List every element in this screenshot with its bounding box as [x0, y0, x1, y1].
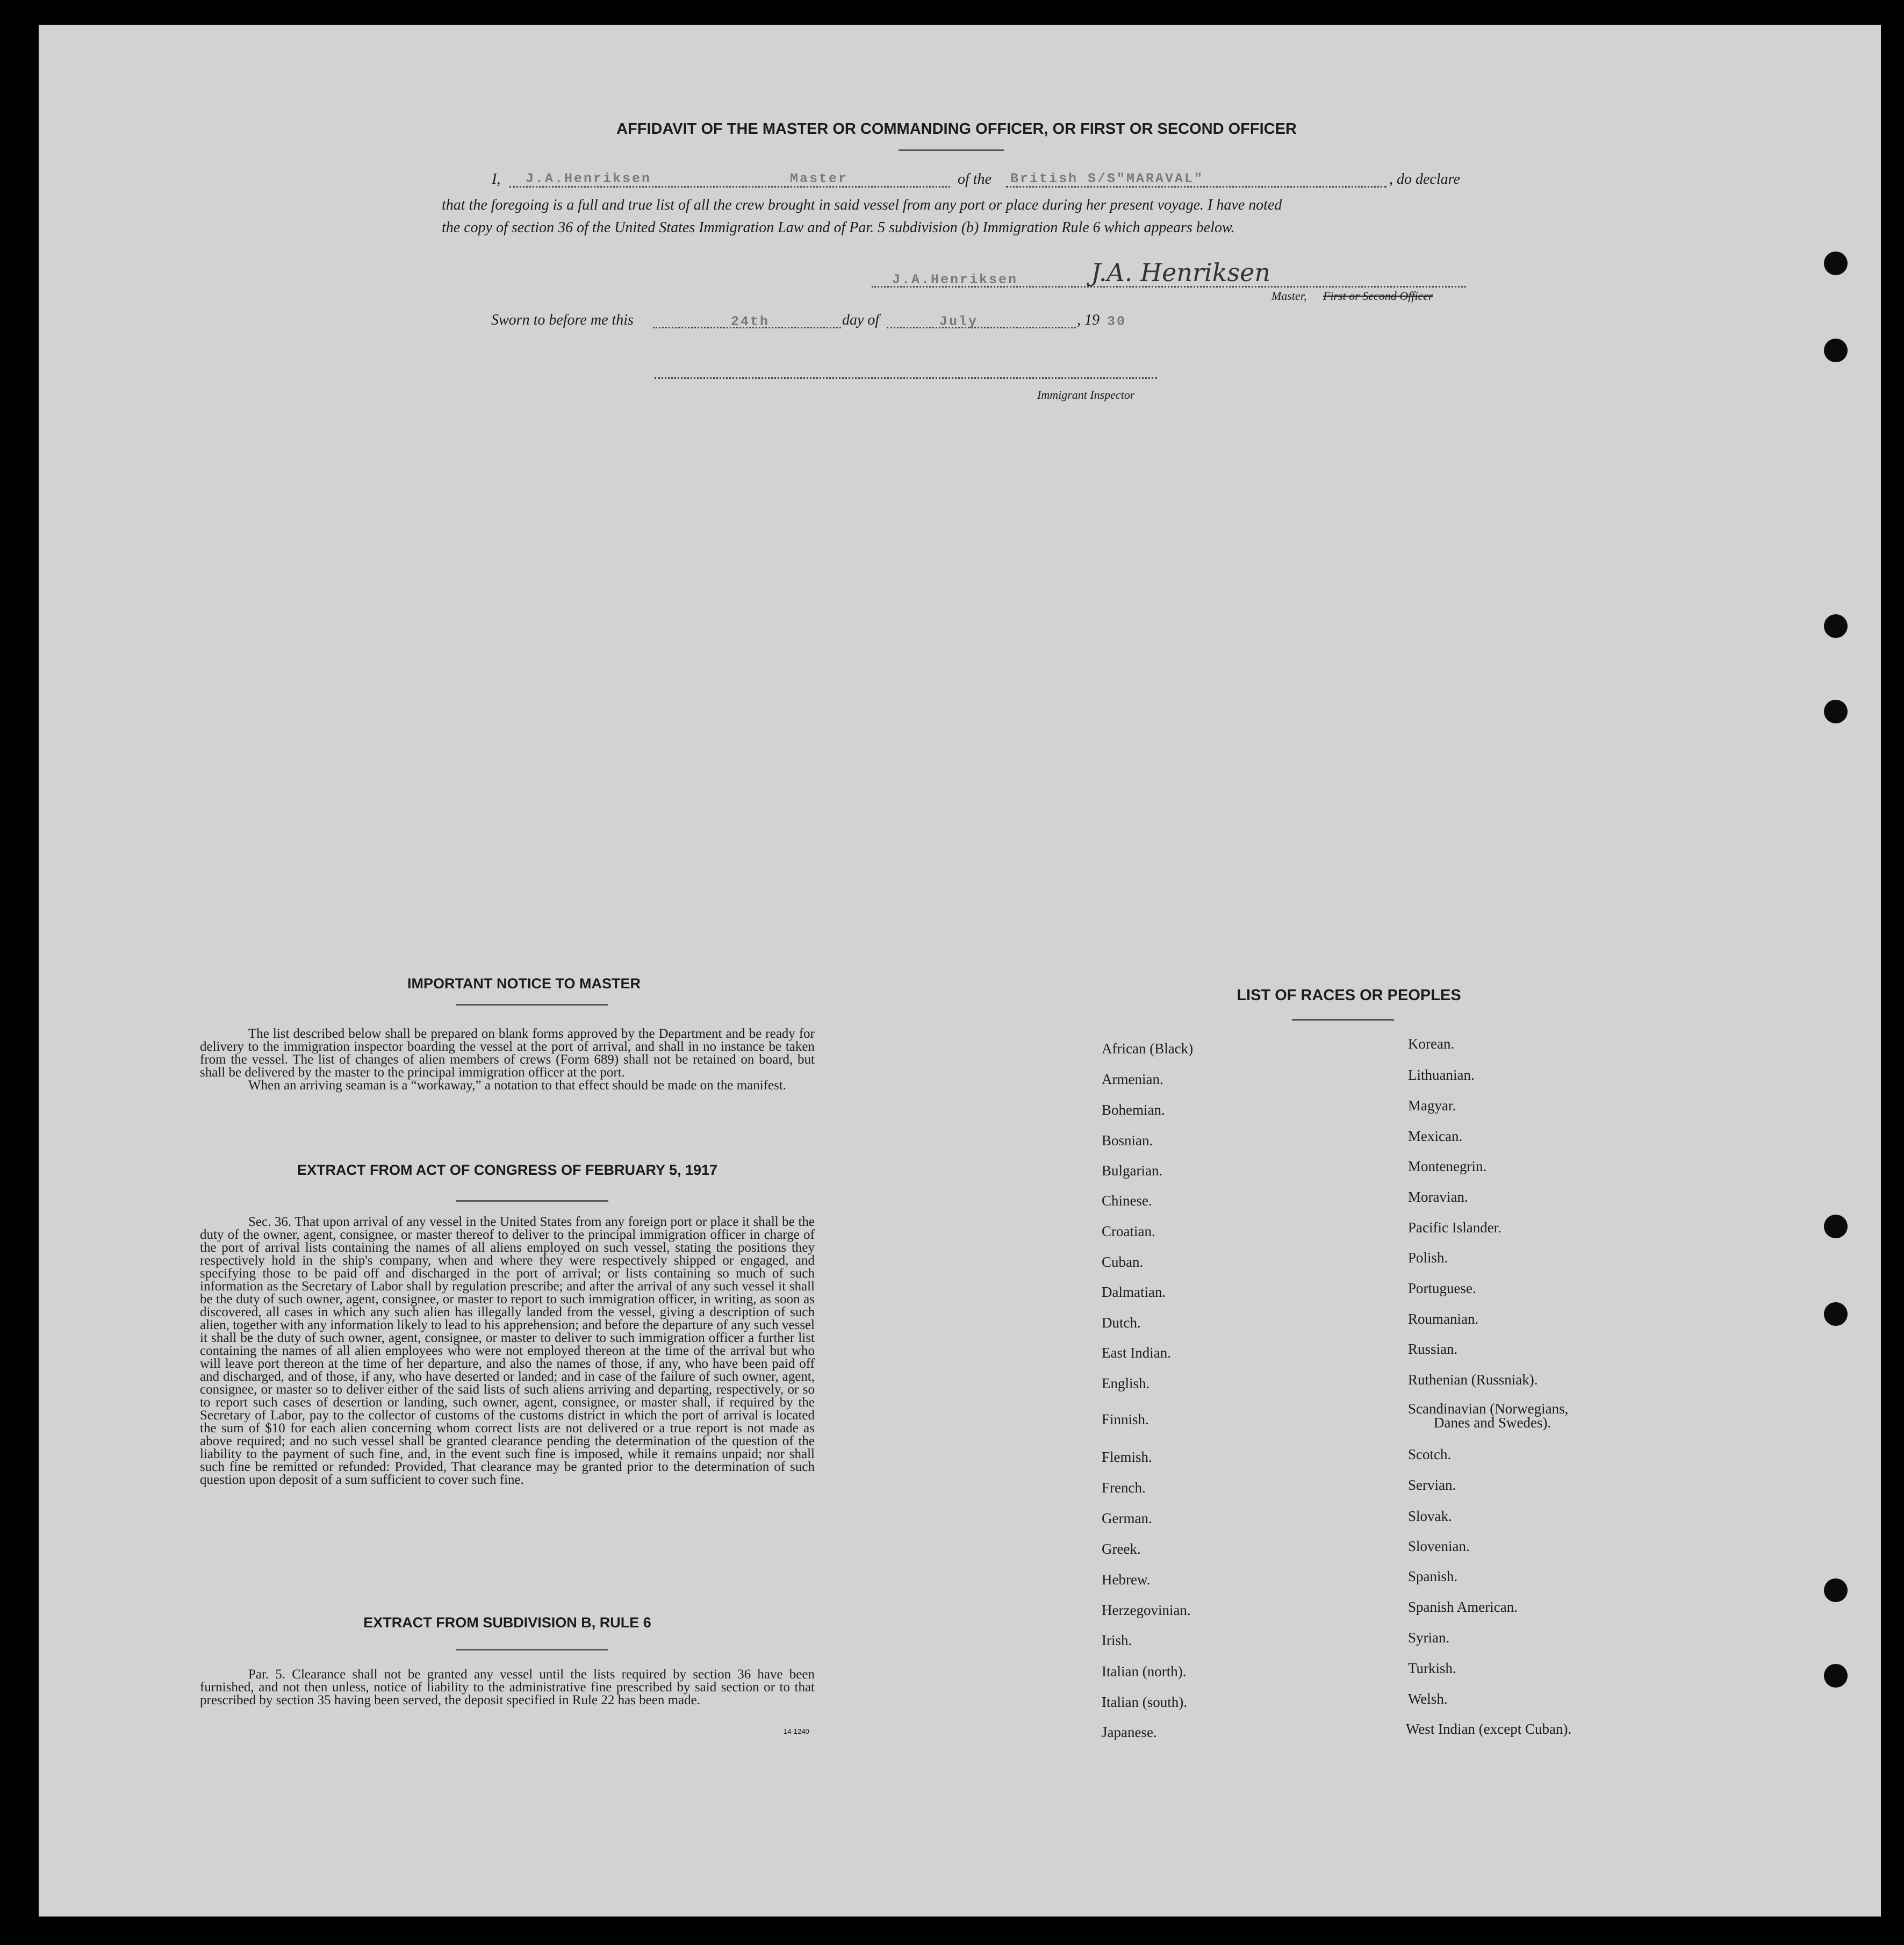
- do-declare-label: , do declare: [1389, 171, 1460, 188]
- punch-hole: [1824, 700, 1848, 723]
- race-item: English.: [1102, 1375, 1150, 1391]
- race-item: Slovak.: [1408, 1508, 1452, 1524]
- race-item: Welsh.: [1408, 1691, 1448, 1707]
- of-the-label: of the: [958, 171, 991, 188]
- race-item: Dalmatian.: [1102, 1284, 1166, 1300]
- race-item: Japanese.: [1102, 1724, 1157, 1740]
- race-item: Polish.: [1408, 1250, 1448, 1266]
- race-item: Bulgarian.: [1102, 1162, 1163, 1179]
- year-label: , 19: [1077, 312, 1100, 328]
- race-item: African (Black): [1102, 1040, 1194, 1057]
- race-item: Armenian.: [1102, 1071, 1163, 1087]
- act-title: EXTRACT FROM ACT OF CONGRESS OF FEBRUARY 5, 1917: [297, 1162, 718, 1178]
- race-item: Dutch.: [1102, 1315, 1141, 1331]
- rule-body: [200, 1668, 815, 1707]
- form-number: 14-1240: [784, 1727, 809, 1735]
- race-item: Finnish.: [1102, 1411, 1149, 1427]
- race-item: Chinese.: [1102, 1193, 1152, 1209]
- race-item: German.: [1102, 1510, 1152, 1526]
- race-item: Spanish.: [1408, 1568, 1458, 1584]
- struck-officer-label: First or Second Officer: [1323, 289, 1433, 303]
- race-item: Scandinavian (Norwegians,: [1408, 1401, 1569, 1417]
- race-item: Croatian.: [1102, 1223, 1155, 1239]
- notice-title: IMPORTANT NOTICE TO MASTER: [407, 975, 641, 992]
- rule-text: Par. 5. Clearance shall not be granted any vessel until the lists required by section 36 have been furnished, and not then unless, notice of liability to the administrative fine prescribed by said section or to that prescribed by section 35 having been served, the deposit specified in Rule 22 has been made.: [200, 1667, 815, 1707]
- race-item: Moravian.: [1408, 1189, 1468, 1205]
- race-item: Roumanian.: [1408, 1311, 1479, 1327]
- title-rule: [899, 149, 1004, 151]
- race-item: Montenegrin.: [1408, 1158, 1487, 1174]
- handwritten-signature: J.A. Henriksen: [1091, 258, 1270, 287]
- punch-hole: [1824, 1302, 1848, 1326]
- race-item: Russian.: [1408, 1341, 1458, 1357]
- sworn-label: Sworn to before me this: [491, 312, 634, 328]
- race-item: West Indian (except Cuban).: [1406, 1721, 1572, 1737]
- typed-month: July: [939, 314, 979, 329]
- race-item: Greek.: [1102, 1541, 1141, 1557]
- race-item: Slovenian.: [1408, 1538, 1470, 1554]
- race-item: Ruthenian (Russniak).: [1408, 1372, 1538, 1388]
- race-item: Portuguese.: [1408, 1280, 1476, 1296]
- notice-rule: [456, 1004, 608, 1006]
- race-item: Magyar.: [1408, 1097, 1456, 1114]
- typed-year: 30: [1107, 314, 1127, 329]
- act-text: Sec. 36. That upon arrival of any vessel in the United States from any foreign port or place it shall be the duty of the owner, agent, consignee, or master thereof to deliver to the principal immigration officer in charge of the port of arrival lists containing the names of all aliens employed on such vessel, stating the positions they respectively hold in the ship's company, when and where they were respectively shipped or engaged, and specifying those to be paid off and discharged in the port of arrival; or lists containing so much of such information as the Secretary of Labor shall by regulation prescribe; and after the arrival of any such vessel it shall be the duty of such owner, agent, consignee, or master to report to such immigration officer, in writing, as soon as discovered, all cases in which any such alien has illegally landed from the vessel, giving a description of such alien, together with any information likely to lead to his apprehension; and before the departure of any such vessel it shall be the duty of such owner, agent, consignee, or master to deliver to such immigration officer a further list containing the names of all alien employees who were not employed thereon at the time of the arrival but who will leave port thereon at the time of her departure, and also the names of those, if any, who have been paid off and discharged, and of those, if any, who have deserted or landed; and in case of the failure of such owner, agent, consignee, or master so to deliver either of the said lists of such aliens arriving and departing, respectively, or so to report such cases of desertion or landing, such owner, agent, consignee, or master shall, if required by the Secretary of Labor, pay to the collector of customs of the customs district in which the port of arrival is located the sum of $10 for each alien concerning whom correct lists are not delivered or a true report is not made as above required; and no such vessel shall be granted clearance pending the determination of the question of the liability to the payment of such fine, and, in the event such fine is imposed, while it remains unpaid; nor shall such fine be remitted or refunded: Provided, That clearance may be granted prior to the determination of such question upon deposit of a sum sufficient to cover such fine.: [200, 1215, 815, 1487]
- race-item: Danes and Swedes).: [1434, 1415, 1551, 1431]
- typed-vessel: British S/S"MARAVAL": [1010, 171, 1204, 186]
- race-item: Spanish American.: [1408, 1599, 1518, 1615]
- punch-hole: [1824, 1578, 1848, 1602]
- document-page: [39, 25, 1881, 1917]
- race-item: Mexican.: [1408, 1128, 1463, 1144]
- race-item: Bosnian.: [1102, 1132, 1153, 1149]
- race-item: Syrian.: [1408, 1630, 1450, 1646]
- race-item: Hebrew.: [1102, 1571, 1151, 1588]
- race-item: Lithuanian.: [1408, 1067, 1475, 1083]
- act-body: [200, 1216, 815, 1487]
- race-item: Bohemian.: [1102, 1102, 1165, 1118]
- race-item: Italian (north).: [1102, 1663, 1187, 1680]
- race-item: Scotch.: [1408, 1446, 1452, 1462]
- act-rule: [456, 1200, 608, 1202]
- punch-hole: [1824, 1664, 1848, 1688]
- master-label: Master,: [1271, 289, 1307, 303]
- race-item: Flemish.: [1102, 1449, 1152, 1465]
- race-item: East Indian.: [1102, 1345, 1171, 1361]
- typed-name: J.A.Henriksen: [526, 171, 652, 186]
- rule-title: EXTRACT FROM SUBDIVISION B, RULE 6: [363, 1614, 651, 1631]
- declaration-line-3: the copy of section 36 of the United States Immigration Law and of Par. 5 subdivision (b) Immigration Rule 6 which appears below.: [442, 219, 1235, 236]
- month-line: [887, 327, 1076, 328]
- inspector-label: Immigrant Inspector: [1037, 388, 1135, 401]
- notice-body: [200, 1028, 815, 1092]
- race-item: Korean.: [1408, 1036, 1455, 1052]
- punch-hole: [1824, 252, 1848, 275]
- inspector-line: [655, 377, 1157, 379]
- notice-paragraph-2: When an arriving seaman is a “workaway,” a notation to that effect should be made on the manifest.: [248, 1078, 787, 1093]
- notice-paragraph-1: The list described below shall be prepared on blank forms approved by the Department and be ready for delivery to the immigration inspector boarding the vessel at the port of arrival, and shall in no instance be taken from the vessel. The list of changes of alien members of crews (Form 689) shall not be retained on board, but shall be delivered by the master to the principal immigration officer at the port.: [200, 1027, 815, 1080]
- day-of-label: day of: [842, 312, 880, 328]
- races-rule: [1292, 1019, 1394, 1021]
- race-item: French.: [1102, 1480, 1146, 1496]
- race-item: Italian (south).: [1102, 1694, 1187, 1710]
- punch-hole: [1824, 1215, 1848, 1238]
- race-item: Turkish.: [1408, 1660, 1456, 1676]
- typed-day: 24th: [731, 314, 770, 329]
- races-title: LIST OF RACES OR PEOPLES: [1237, 987, 1461, 1004]
- race-item: Irish.: [1102, 1632, 1132, 1648]
- punch-hole: [1824, 614, 1848, 638]
- declaration-line-2: that the foregoing is a full and true list of all the crew brought in said vessel from any port or place during her present voyage. I have noted: [442, 197, 1282, 213]
- race-item: Cuban.: [1102, 1254, 1144, 1270]
- race-item: Pacific Islander.: [1408, 1219, 1501, 1236]
- punch-hole: [1824, 339, 1848, 362]
- race-item: Servian.: [1408, 1477, 1456, 1493]
- typed-signature: J.A.Henriksen: [892, 272, 1018, 288]
- prefix-i: I,: [492, 171, 501, 188]
- race-item: Herzegovinian.: [1102, 1602, 1191, 1618]
- rule-rule: [456, 1649, 608, 1650]
- affidavit-title: AFFIDAVIT OF THE MASTER OR COMMANDING OFFICER, OR FIRST OR SECOND OFFICER: [616, 120, 1297, 138]
- typed-rank: Master: [790, 171, 849, 186]
